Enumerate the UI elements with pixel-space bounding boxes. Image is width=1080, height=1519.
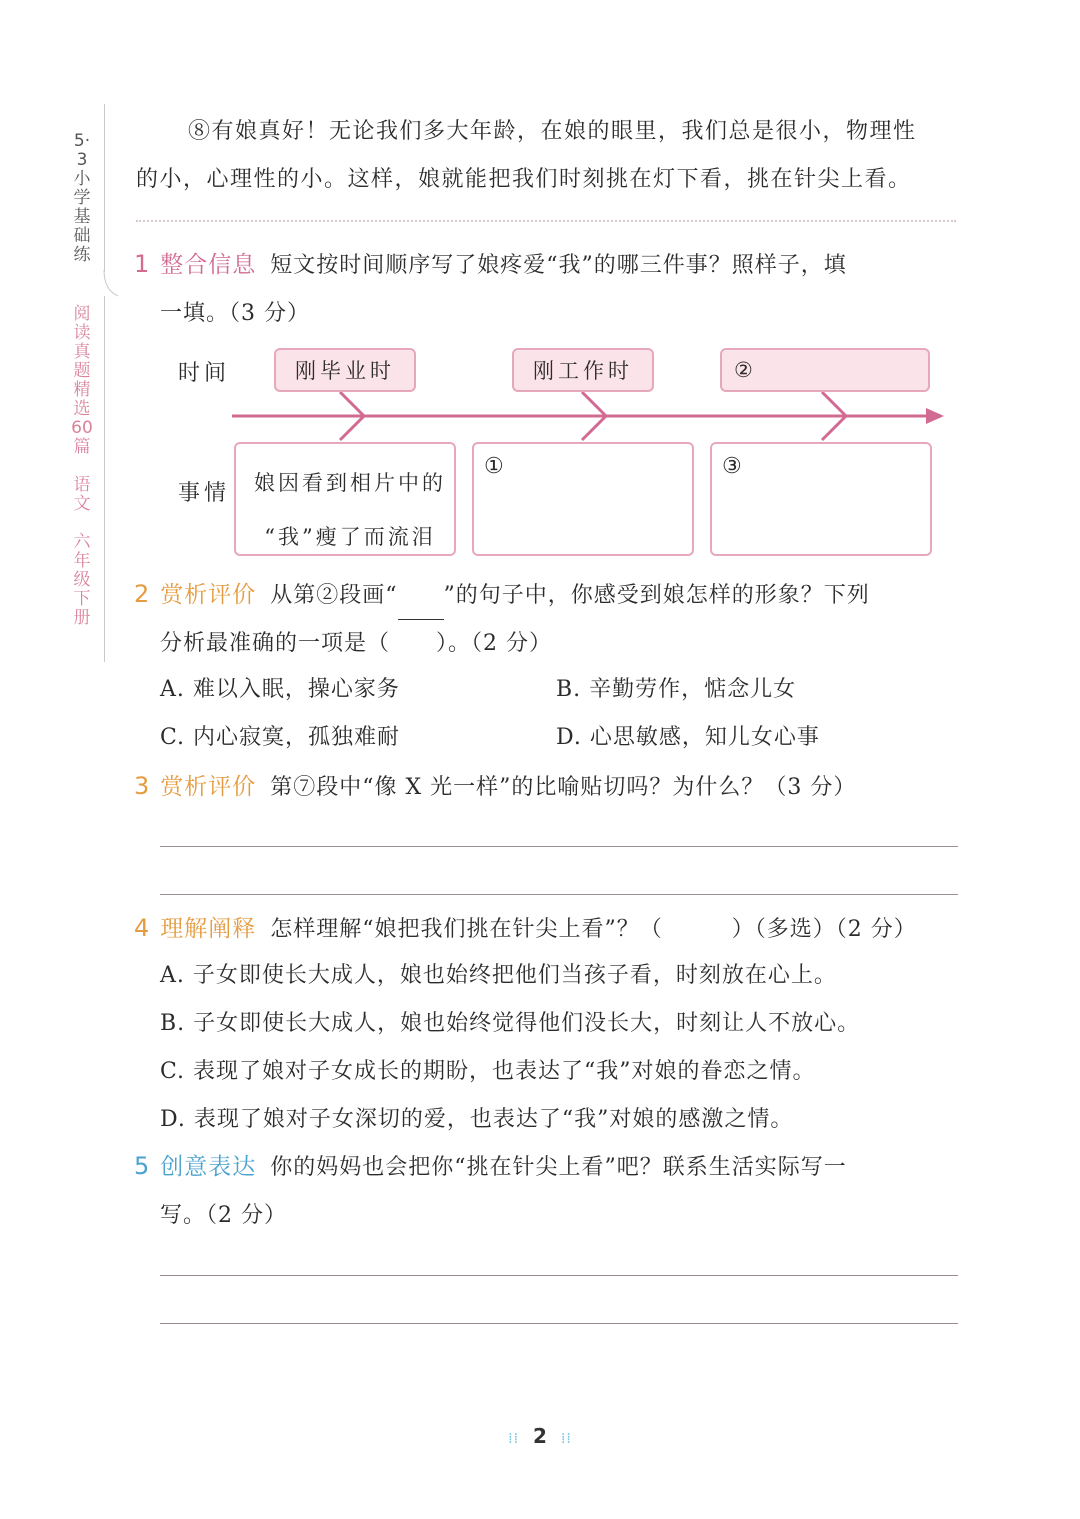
question-number: 3 (134, 772, 151, 800)
question-2 (134, 570, 960, 668)
question-tag: 赏析评价 (160, 774, 257, 800)
side-rail (68, 132, 96, 628)
question-text-cont: 一填。（3 分） (160, 301, 310, 326)
option-d[interactable]: D. 表现了娘对子女深切的爱，也表达了“我”对娘的感激之情。 (160, 1107, 794, 1132)
answer-line[interactable] (160, 846, 958, 847)
question-5 (134, 1142, 960, 1240)
answer-line[interactable] (160, 894, 958, 895)
row-label-event: 事情 (178, 481, 231, 506)
question-text: 短文按时间顺序写了娘疼爱“我”的哪三件事？照样子，填 (270, 253, 847, 278)
passage-paragraph-8 (136, 108, 962, 204)
time-box-3-answer[interactable]: ② (720, 348, 930, 392)
question-number: 4 (134, 914, 151, 942)
event-box-2-answer[interactable] (472, 442, 694, 556)
rail-divider-top (104, 104, 105, 272)
passage-line-1: ⑧有娘真好！无论我们多大年龄，在娘的眼里，我们总是很小，物理性 (188, 119, 917, 144)
question-tag: 创意表达 (160, 1154, 257, 1180)
question-1 (134, 240, 960, 338)
question-text: 你的妈妈也会把你“挑在针尖上看”吧？联系生活实际写一 (270, 1155, 847, 1180)
question-4 (134, 904, 960, 954)
question-tag: 理解阐释 (160, 916, 257, 942)
question-tag: 赏析评价 (160, 582, 257, 608)
time-box-2: 刚工作时 (512, 348, 654, 392)
question-text-a: 从第②段画“ (270, 583, 398, 608)
event-box-1 (234, 442, 456, 556)
question-number: 1 (134, 250, 151, 278)
rail-divider-bottom (104, 296, 105, 662)
question-number: 2 (134, 580, 151, 608)
answer-line[interactable] (160, 1275, 958, 1276)
event-box-2-mark: ① (484, 454, 507, 479)
question-3 (134, 762, 960, 812)
answer-line[interactable] (160, 1323, 958, 1324)
page-number: 2 (533, 1424, 547, 1448)
option-d[interactable]: D. 心思敏感，知儿女心事 (556, 725, 820, 750)
series-title: 5·3小学基础练 (73, 131, 91, 265)
grade-label: 六年级下册 (73, 532, 91, 628)
book-title (71, 305, 93, 628)
question-4-options (160, 952, 860, 1144)
event-box-1-text (242, 456, 458, 564)
passage-line-2: 的小，心理性的小。这样，娘就能把我们时刻挑在灯下看，挑在针尖上看。 (136, 167, 912, 192)
dots-right-icon: ⁞⁞ (560, 1430, 572, 1447)
section-divider (136, 220, 956, 222)
option-a[interactable]: A. 难以入眠，操心家务 (160, 677, 400, 702)
option-b[interactable]: B. 子女即使长大成人，娘也始终觉得他们没长大，时刻让人不放心。 (160, 1011, 861, 1036)
option-a[interactable]: A. 子女即使长大成人，娘也始终把他们当孩子看，时刻放在心上。 (160, 963, 837, 988)
event-1-line-1: 娘因看到相片中的 (254, 471, 446, 495)
time-box-1: 刚毕业时 (274, 348, 416, 392)
question-2-options (160, 666, 956, 762)
option-c[interactable]: C. 内心寂寞，孤独难耐 (160, 725, 401, 750)
dots-left-icon: ⁞⁞ (508, 1430, 520, 1447)
question-text-cont: 写。（2 分） (160, 1203, 287, 1228)
question-tag: 整合信息 (160, 252, 257, 278)
event-box-3-mark: ③ (722, 454, 745, 479)
page-footer (0, 1424, 1080, 1448)
option-b[interactable]: B. 辛勤劳作，惦念儿女 (556, 677, 797, 702)
event-box-3-answer[interactable] (710, 442, 932, 556)
underline-marker (398, 597, 444, 620)
timeline-diagram (170, 340, 950, 570)
rail-curve (96, 270, 120, 298)
question-text-cont: 分析最准确的一项是（ ）。（2 分） (160, 631, 552, 656)
book-name: 阅读真题精选60篇 (71, 304, 93, 457)
event-1-line-2: “我”瘦了而流泪 (264, 525, 436, 549)
option-c[interactable]: C. 表现了娘对子女成长的期盼，也表达了“我”对娘的眷恋之情。 (160, 1059, 816, 1084)
question-text: 第⑦段中“像 X 光一样”的比喻贴切吗？为什么？（3 分） (270, 775, 857, 800)
subject-label: 语文 (73, 475, 91, 514)
question-text: 怎样理解“娘把我们挑在针尖上看”？（ ）（多选）（2 分） (270, 917, 917, 942)
question-number: 5 (134, 1152, 151, 1180)
row-label-time: 时间 (178, 361, 231, 386)
question-text-b: ”的句子中，你感受到娘怎样的形象？下列 (443, 583, 870, 608)
